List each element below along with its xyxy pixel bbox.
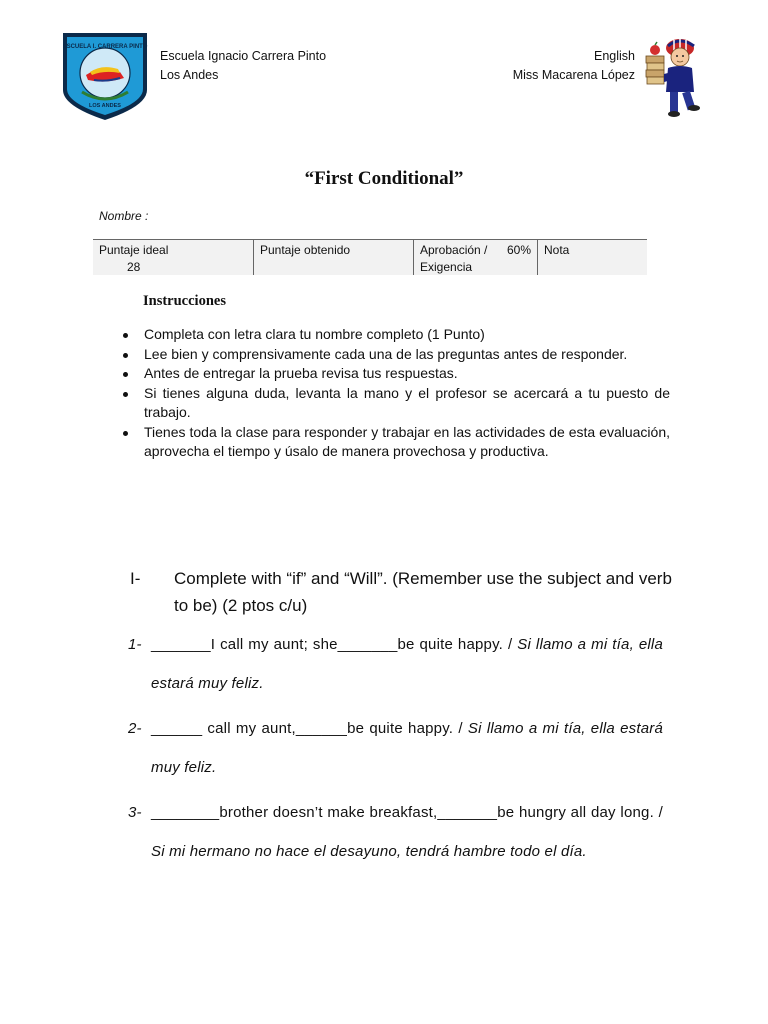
course-info	[513, 47, 635, 85]
question-english: _______I call my aunt; she_______be quite happy. /	[151, 636, 513, 653]
page-title: “First Conditional”	[304, 168, 464, 189]
instructions-title: Instrucciones	[143, 293, 226, 309]
score-cell-obtained	[253, 240, 413, 275]
score-cell-grade	[537, 240, 647, 275]
instruction-item: Completa con letra clara tu nombre completo (1 Punto)	[120, 325, 670, 345]
question-spanish: Si mi hermano no hace el desayuno, tendrá hambre todo el día.	[151, 842, 587, 860]
teacher-name: Miss Macarena López	[512, 68, 635, 82]
section-text: Complete with “if” and “Will”. (Remember use the subject and verb to be) (2 ptos c/u)	[174, 569, 672, 615]
school-info	[160, 47, 326, 85]
question-english: ________brother doesn’t make breakfast,_______be hungry all day long. /	[151, 804, 663, 821]
question-spanish: Si llamo a mi tía, ella estará muy feliz.	[151, 720, 663, 776]
question-spanish: Si llamo a mi tía, ella estará muy feliz.	[151, 636, 664, 692]
ideal-score-label: Puntaje ideal	[99, 243, 169, 257]
instruction-item: Antes de entregar la prueba revisa tus respuestas.	[120, 364, 670, 384]
school-crest-logo	[58, 28, 152, 122]
score-table	[93, 239, 647, 275]
question-english: ______ call my aunt,______be quite happy. /	[151, 720, 463, 737]
question-item	[128, 626, 663, 703]
score-cell-ideal	[93, 240, 253, 275]
section-number: I-	[130, 569, 141, 588]
obtained-score-label: Puntaje obtenido	[260, 243, 351, 257]
question-number: 2-	[128, 720, 142, 737]
ideal-score-value: 28	[127, 260, 141, 274]
instructions-list	[120, 325, 670, 462]
crest-text-top: ESCUELA I. CARRERA PINTO	[62, 44, 148, 50]
score-cell-approval	[413, 240, 537, 275]
question-item	[128, 710, 663, 787]
instruction-item: Tienes toda la clase para responder y trabajar en las actividades de esta evaluación, aprovecha el tiempo y úsalo de manera provechosa y productiva.	[120, 423, 670, 462]
approval-value: 60%	[506, 243, 531, 257]
question-number: 3-	[128, 804, 142, 821]
school-city: Los Andes	[160, 68, 219, 82]
section-heading	[130, 565, 690, 619]
question-number: 1-	[128, 636, 142, 653]
approval-label-line2: Exigencia	[420, 260, 473, 274]
school-name: Escuela Ignacio Carrera Pinto	[160, 49, 327, 63]
approval-label: Aprobación /	[420, 243, 488, 257]
name-field-label: Nombre :	[99, 209, 149, 223]
grade-label: Nota	[544, 243, 570, 257]
question-item	[128, 794, 663, 871]
crest-text-bottom: LOS ANDES	[89, 103, 121, 109]
instruction-item: Lee bien y comprensivamente cada una de las preguntas antes de responder.	[120, 345, 670, 365]
subject-name: English	[594, 49, 635, 63]
instruction-item: Si tienes alguna duda, levanta la mano y el profesor se acercará a tu puesto de trabajo.	[120, 384, 670, 423]
student-with-books-icon	[644, 30, 702, 122]
